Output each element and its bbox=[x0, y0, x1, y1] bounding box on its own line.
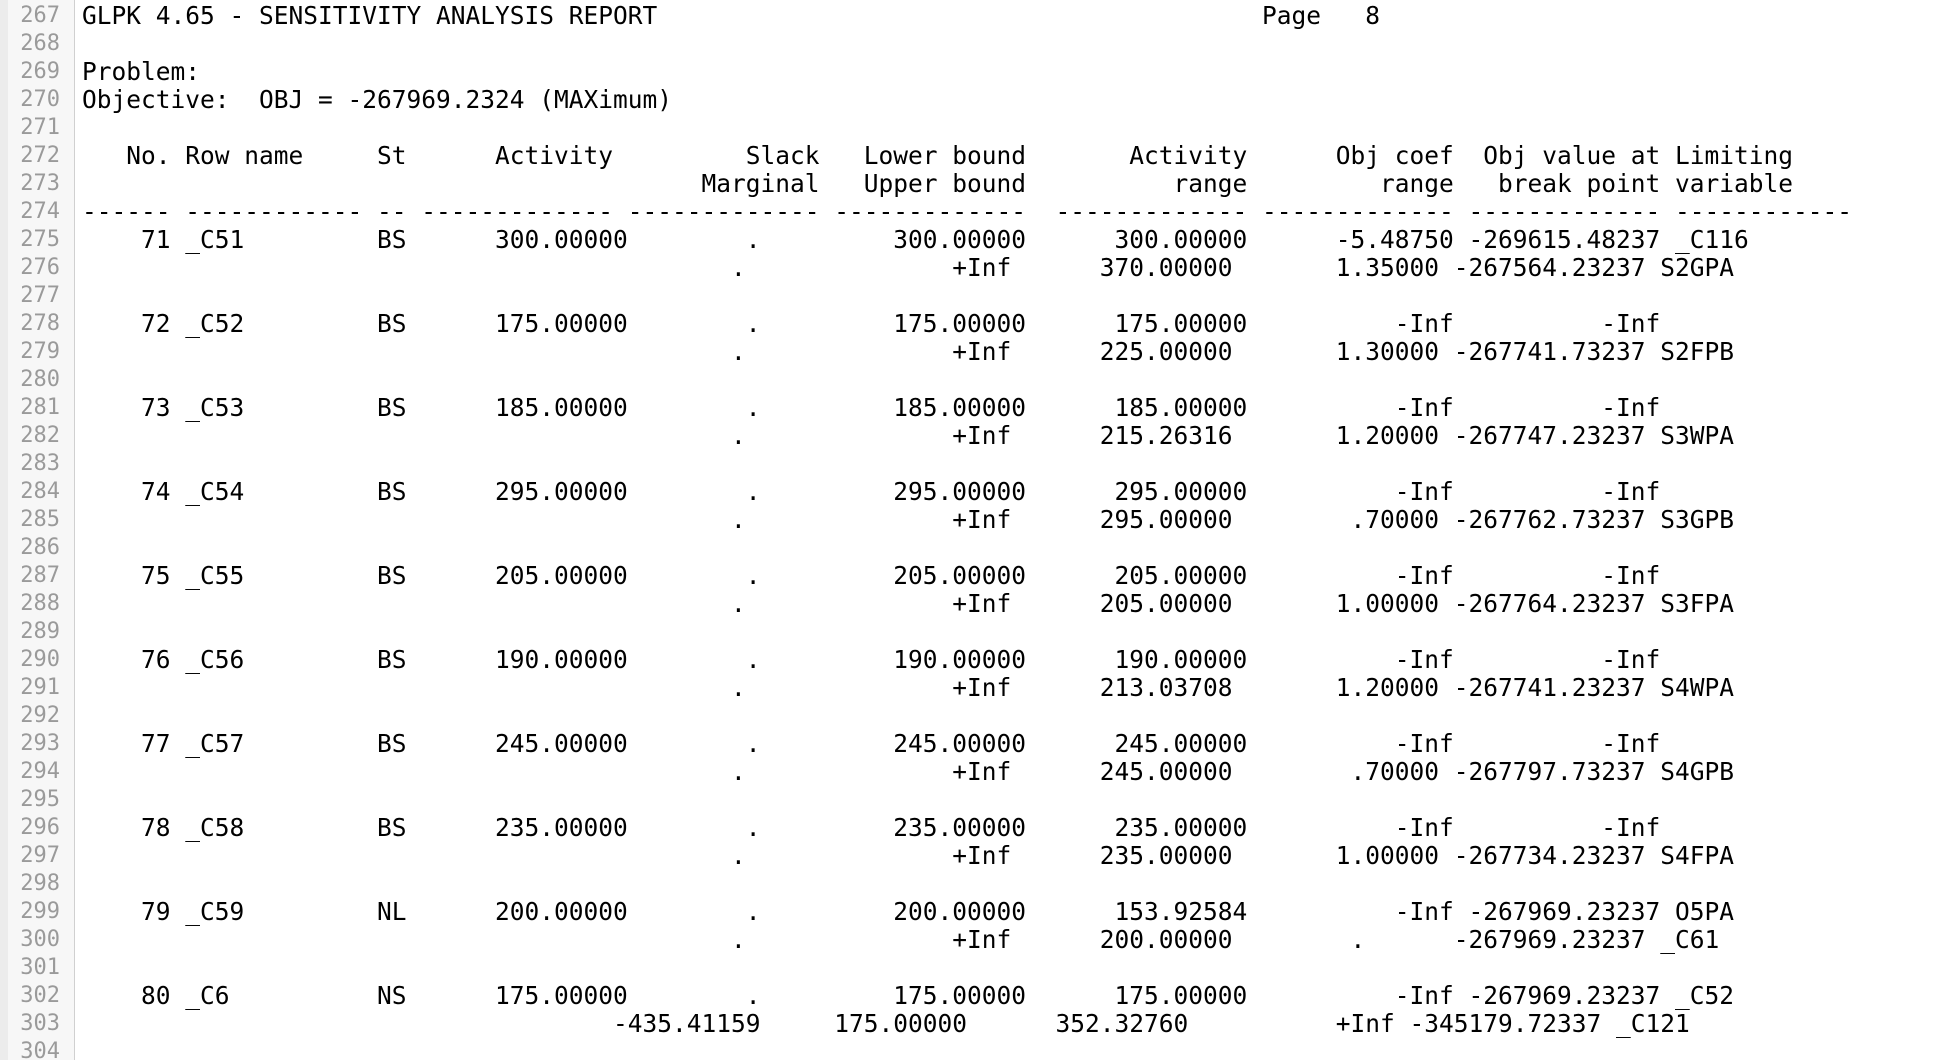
line-number: 278 bbox=[20, 311, 60, 336]
text-line[interactable]: Marginal Upper bound range range break point variable bbox=[82, 169, 1794, 198]
text-line[interactable]: GLPK 4.65 - SENSITIVITY ANALYSIS REPORT Page 8 bbox=[82, 1, 1381, 30]
text-line[interactable] bbox=[82, 282, 1852, 310]
line-number: 276 bbox=[20, 255, 60, 280]
line-number: 281 bbox=[20, 395, 60, 420]
line-number: 272 bbox=[20, 143, 60, 168]
line-number: 283 bbox=[20, 451, 60, 476]
text-line[interactable]: 76 _C56 BS 190.00000 . 190.00000 190.00000 -Inf -Inf bbox=[82, 645, 1661, 674]
line-number: 280 bbox=[20, 367, 60, 392]
line-number: 290 bbox=[20, 647, 60, 672]
line-number: 275 bbox=[20, 227, 60, 252]
text-line[interactable] bbox=[82, 786, 1852, 814]
text-line[interactable]: Objective: OBJ = -267969.2324 (MAXimum) bbox=[82, 85, 673, 114]
line-number: 304 bbox=[20, 1039, 60, 1060]
text-line[interactable]: 75 _C55 BS 205.00000 . 205.00000 205.00000 -Inf -Inf bbox=[82, 561, 1661, 590]
line-number: 288 bbox=[20, 591, 60, 616]
text-line[interactable] bbox=[82, 702, 1852, 730]
text-line[interactable]: No. Row name St Activity Slack Lower bound Activity Obj coef Obj value at Limiting bbox=[82, 141, 1794, 170]
text-line[interactable]: . +Inf 215.26316 1.20000 -267747.23237 S3WPA bbox=[82, 421, 1735, 450]
text-line[interactable]: 73 _C53 BS 185.00000 . 185.00000 185.00000 -Inf -Inf bbox=[82, 393, 1661, 422]
line-number: 270 bbox=[20, 87, 60, 112]
text-line[interactable]: 80 _C6 NS 175.00000 . 175.00000 175.00000 -Inf -267969.23237 _C52 bbox=[82, 981, 1735, 1010]
line-number: 274 bbox=[20, 199, 60, 224]
line-number: 296 bbox=[20, 815, 60, 840]
line-number: 294 bbox=[20, 759, 60, 784]
line-number: 279 bbox=[20, 339, 60, 364]
text-line[interactable]: 72 _C52 BS 175.00000 . 175.00000 175.00000 -Inf -Inf bbox=[82, 309, 1661, 338]
line-number: 291 bbox=[20, 675, 60, 700]
text-line[interactable]: . +Inf 213.03708 1.20000 -267741.23237 S4WPA bbox=[82, 673, 1735, 702]
code-area[interactable] bbox=[82, 0, 1852, 1060]
line-number: 271 bbox=[20, 115, 60, 140]
line-number: 287 bbox=[20, 563, 60, 588]
line-number: 277 bbox=[20, 283, 60, 308]
text-line[interactable]: . +Inf 295.00000 .70000 -267762.73237 S3GPB bbox=[82, 505, 1735, 534]
text-line[interactable] bbox=[82, 30, 1852, 58]
line-number: 299 bbox=[20, 899, 60, 924]
text-line[interactable]: -435.41159 175.00000 352.32760 +Inf -345179.72337 _C121 bbox=[82, 1009, 1690, 1038]
text-line[interactable]: 78 _C58 BS 235.00000 . 235.00000 235.00000 -Inf -Inf bbox=[82, 813, 1661, 842]
window-left-edge bbox=[0, 0, 8, 1060]
line-number: 267 bbox=[20, 3, 60, 28]
line-number: 295 bbox=[20, 787, 60, 812]
text-line[interactable] bbox=[82, 366, 1852, 394]
text-line[interactable]: . +Inf 225.00000 1.30000 -267741.73237 S2FPB bbox=[82, 337, 1735, 366]
text-line[interactable] bbox=[82, 1038, 1852, 1060]
text-line[interactable]: 77 _C57 BS 245.00000 . 245.00000 245.00000 -Inf -Inf bbox=[82, 729, 1661, 758]
text-line[interactable]: . +Inf 235.00000 1.00000 -267734.23237 S4FPA bbox=[82, 841, 1735, 870]
line-number: 301 bbox=[20, 955, 60, 980]
line-number: 303 bbox=[20, 1011, 60, 1036]
line-numbers bbox=[8, 0, 60, 1060]
line-number: 292 bbox=[20, 703, 60, 728]
line-number: 284 bbox=[20, 479, 60, 504]
text-line[interactable] bbox=[82, 870, 1852, 898]
text-line[interactable] bbox=[82, 954, 1852, 982]
line-number: 293 bbox=[20, 731, 60, 756]
text-line[interactable] bbox=[82, 534, 1852, 562]
line-number: 297 bbox=[20, 843, 60, 868]
line-number: 302 bbox=[20, 983, 60, 1008]
text-line[interactable]: 79 _C59 NL 200.00000 . 200.00000 153.92584 -Inf -267969.23237 O5PA bbox=[82, 897, 1735, 926]
text-line[interactable] bbox=[82, 114, 1852, 142]
line-number: 286 bbox=[20, 535, 60, 560]
text-line[interactable]: . +Inf 200.00000 . -267969.23237 _C61 bbox=[82, 925, 1720, 954]
text-line[interactable]: ------ ------------ -- ------------- ------------- ------------- ------------- ------------- ------------- ------------ bbox=[82, 197, 1853, 226]
text-line[interactable] bbox=[82, 450, 1852, 478]
line-number: 273 bbox=[20, 171, 60, 196]
text-line[interactable]: . +Inf 205.00000 1.00000 -267764.23237 S3FPA bbox=[82, 589, 1735, 618]
text-line[interactable]: 71 _C51 BS 300.00000 . 300.00000 300.00000 -5.48750 -269615.48237 _C116 bbox=[82, 225, 1749, 254]
line-number: 285 bbox=[20, 507, 60, 532]
text-line[interactable]: 74 _C54 BS 295.00000 . 295.00000 295.00000 -Inf -Inf bbox=[82, 477, 1661, 506]
line-number: 282 bbox=[20, 423, 60, 448]
text-line[interactable]: . +Inf 370.00000 1.35000 -267564.23237 S2GPA bbox=[82, 253, 1735, 282]
text-line[interactable] bbox=[82, 618, 1852, 646]
line-number: 300 bbox=[20, 927, 60, 952]
text-line[interactable]: Problem: bbox=[82, 57, 201, 86]
line-number: 269 bbox=[20, 59, 60, 84]
line-number: 268 bbox=[20, 31, 60, 56]
text-line[interactable]: . +Inf 245.00000 .70000 -267797.73237 S4GPB bbox=[82, 757, 1735, 786]
line-number: 289 bbox=[20, 619, 60, 644]
line-number: 298 bbox=[20, 871, 60, 896]
